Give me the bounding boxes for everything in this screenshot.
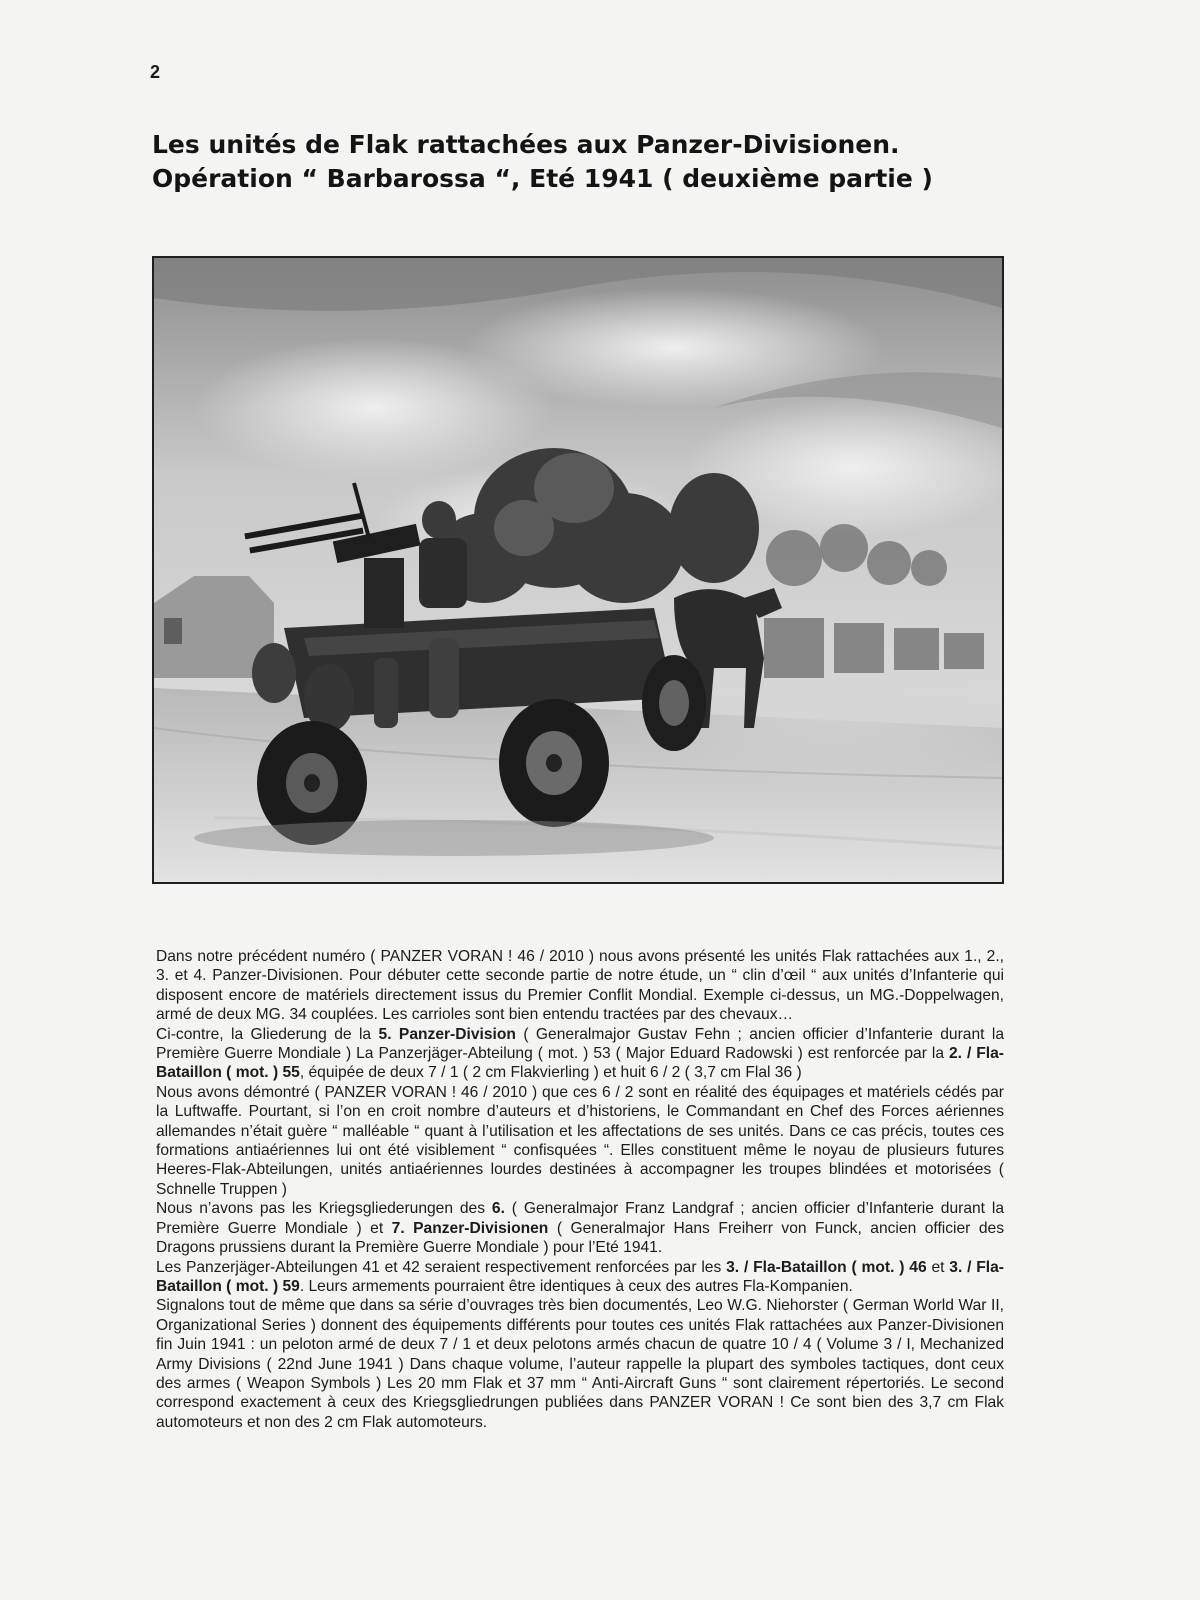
text-span: . Leurs armements pourraient être identiques à ceux des autres Fla-Kompanien. — [299, 1277, 853, 1295]
photo-illustration — [154, 258, 1002, 882]
page-number: 2 — [150, 62, 161, 82]
bold-span: 5. Panzer-Division — [378, 1025, 516, 1043]
text-span: ( Generalmajor Gustav Fehn ; ancien officier d’Infanterie durant la Première Guerre Mondiale ) La Panzerjäger-Abteilung ( mot. ) 53 ( Major Eduard Radowski ) est renforcée par la — [156, 1025, 1004, 1063]
paragraph-3: Nous avons démontré ( PANZER VORAN ! 46 / 2010 ) que ces 6 / 2 sont en réalité des équipages et matériels cédés par la Luftwaffe. Pourtant, si l’on en croit nombre d’auteurs et d’historiens, le Commandant en Chef des Forces aériennes allemandes n’était guère “ malléable “ quant à l’utilisation et les affectations de ses unités. Dans ce cas précis, toutes ces formations antiaériennes lui ont été visiblement “ confisquées “. Elles constituent même le noyau de plusieurs futures Heeres-Flak-Abteilungen, unités antiaériennes lourdes destinées à accompagner les troupes blindées et motorisées ( Schnelle Truppen ) — [156, 1083, 1004, 1198]
text-span: , équipée de deux 7 / 1 ( 2 cm Flakvierling ) et huit 6 / 2 ( 3,7 cm Flal 36 ) — [299, 1064, 802, 1082]
bold-span: 7. Panzer-Divisionen — [391, 1219, 549, 1237]
article-body — [156, 947, 1004, 1432]
paragraph-4 — [156, 1199, 1004, 1257]
text-span: Ci-contre, la Gliederung de la — [156, 1025, 379, 1043]
title-line-2: Opération “ Barbarossa “, Eté 1941 ( deuxième partie ) — [152, 164, 933, 193]
page-title — [152, 128, 1052, 196]
bold-span: 6. — [491, 1200, 505, 1218]
text-span: et — [926, 1258, 950, 1276]
paragraph-1: Dans notre précédent numéro ( PANZER VORAN ! 46 / 2010 ) nous avons présenté les unités Flak rattachées aux 1., 2., 3. et 4. Panzer-Divisionen. Pour débuter cette seconde partie de notre étude, un “ clin d’œil “ aux unités d’Infanterie qui disposent encore de matériels directement issus du Premier Conflit Mondial. Exemple ci-dessus, un MG.-Doppelwagen, armé de deux MG. 34 couplées. Les carrioles sont bien entendu tractées par des chevaux… — [156, 948, 1004, 1024]
text-span: Les Panzerjäger-Abteilungen 41 et 42 seraient respectivement renforcées par les — [156, 1258, 727, 1276]
text-span: Nous n’avons pas les Kriegsgliederungen des — [156, 1200, 492, 1218]
bold-span: 3. / Fla-Bataillon ( mot. ) 46 — [726, 1258, 927, 1276]
paragraph-5 — [156, 1258, 1004, 1297]
title-line-1: Les unités de Flak rattachées aux Panzer-Divisionen. — [152, 130, 900, 159]
bold-span: 3. / Fla-Bataillon ( mot. ) 59 — [156, 1258, 1004, 1295]
photo — [152, 256, 1004, 884]
paragraph-6: Signalons tout de même que dans sa série d’ouvrages très bien documentés, Leo W.G. Niehorster ( German World War II, Organizational Series ) donnent des équipements différents pour toutes ces unités Flak rattachées aux Panzer-Divisionen fin Juin 1941 : un peloton armé de deux 7 / 1 et deux pelotons armés chacun de quatre 10 / 4 ( Volume 3 / I, Mechanized Army Divisions ( 22nd June 1941 ) Dans chaque volume, l’auteur rappelle la plupart des symboles tactiques, dont ceux des armes ( Weapon Symbols ) Les 20 mm Flak et 37 mm “ Anti-Aircraft Guns “ sont clairement répertoriés. Le second correspond exactement à ceux des Kriegsgliedrungen publiées dans PANZER VORAN ! Ce sont bien des 3,7 cm Flak automoteurs et non des 2 cm Flak automoteurs. — [156, 1297, 1004, 1431]
text-span: ( Generalmajor Hans Freiherr von Funck, ancien officier des Dragons prussiens durant la Première Guerre Mondiale ) pour l’Eté 1941. — [156, 1219, 1004, 1257]
bold-span: 2. / Fla-Bataillon ( mot. ) 55 — [156, 1045, 1004, 1082]
text-span: ( Generalmajor Franz Landgraf ; ancien officier d’Infanterie durant la Première Guerre Mondiale ) et — [156, 1200, 1004, 1237]
paragraph-2 — [156, 1025, 1004, 1083]
